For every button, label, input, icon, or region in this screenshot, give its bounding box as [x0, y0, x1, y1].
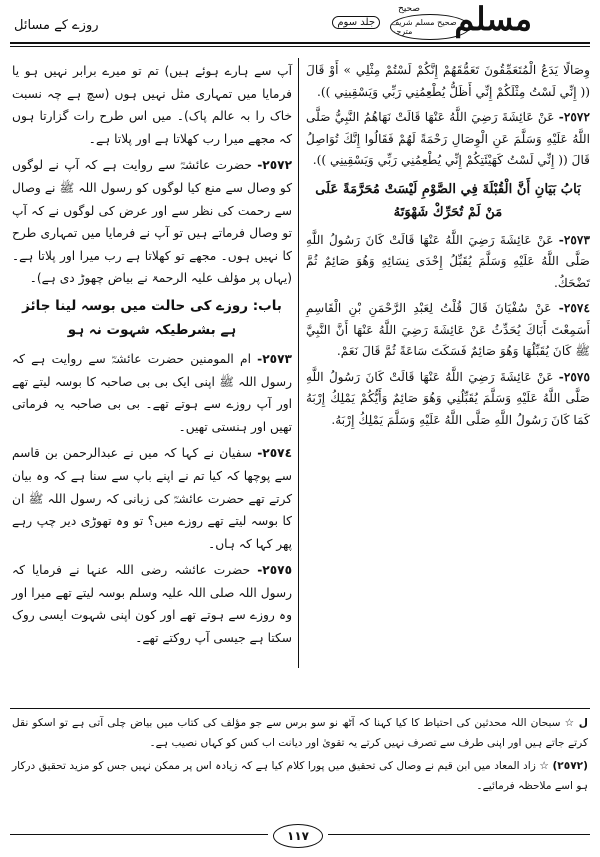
hadith-number: ٢٥٧٤-	[257, 446, 293, 461]
translation-text: ام المومنین حضرت عائشہؓ سے روایت ہے کہ رسول اللہ ﷺ اپنی ایک بی بی صاحبہ کا بوسہ لیتے تھے اور آپ روزے سے ہوتے تھے۔ بی بی صاحبہ یہ فرماتی تھیں اور ہنستی تھیں۔	[12, 351, 292, 434]
footnote-2	[12, 757, 588, 796]
bottom-rule-left	[10, 834, 268, 835]
translation-text: حضرت عائشہ رضی اللہ عنہا نے فرمایا کہ رسول اللہ صلی اللہ علیہ وسلم بوسہ لیتے تھے میرا اور وہ روزے سے ہوتے تھے اور کون اپنی شہوت ایسی روک سکتا ہے جیسی آپ روکتے تھے۔	[12, 563, 292, 646]
column-divider	[298, 58, 299, 668]
hadith-2574-arabic	[306, 298, 590, 363]
translation-2575	[12, 559, 292, 649]
hadith-2573-arabic	[306, 230, 590, 295]
footnote-marker: ل	[578, 717, 588, 729]
arabic-paragraph-continued: وِصَالًا يَدَعُ الْمُتَعَمِّقُونَ تَعَمُّقَهُمْ إِنَّكُمْ لَسْتُمْ مِثْلِي » أَوْ قَالَ (( إِنِّي لَسْتُ مِثْلَكُمْ إِنِّي أَظَلُّ يُطْعِمُنِي رَبِّي وَيَسْقِينِي )).	[306, 63, 590, 99]
hadith-text: عَنْ عَائِشَةَ رَضِيَ اللَّهُ عَنْهَا قَالَتْ كَانَ رَسُولُ اللَّهِ صَلَّى اللَّهُ عَلَيْهِ وَسَلَّمَ يُقَبِّلُ إِحْدَى نِسَائِهِ وَهُوَ صَائِمٌ ثُمَّ تَضْحَكُ.	[306, 232, 590, 290]
hadith-number: ٢٥٧٢-	[558, 110, 591, 124]
hadith-text: عَنْ سُفْيَانَ قَالَ قُلْتُ لِعَبْدِ الرَّحْمَنِ بْنِ الْقَاسِمِ أَسَمِعْتَ أَبَاكَ يُحَدِّثُ عَنْ عَائِشَةَ رَضِيَ اللَّهُ عَنْهَا أَنَّ النَّبِيَّ ﷺ كَانَ يُقَبِّلُهَا وَهُوَ صَائِمٌ فَسَكَتَ سَاعَةً ثُمَّ قَالَ نَعَمْ.	[306, 301, 590, 358]
hadith-2575-arabic	[306, 367, 590, 432]
footnote-text: ☆ زاد المعاد میں ابن قیم نے وصال کی تحقیق میں پورا کلام کیا ہے کہ زیادہ اس پر ممکن نہیں جس کو مزید تحقیق درکار ہو اسے ملاحظہ فرمائیے۔	[12, 760, 588, 792]
footnote-marker: (٢٥٧٢)	[552, 760, 588, 772]
translation-2574	[12, 442, 292, 555]
hadith-number: ٢٥٧٢-	[257, 158, 293, 173]
hadith-2572-arabic	[306, 107, 590, 172]
chapter-heading-arabic: بَابُ بَيَانِ أَنَّ الْقُبْلَةَ فِي الصَّوْمِ لَيْسَتْ مُحَرَّمَةً عَلَى مَنْ لَمْ تُحَرِّكْ شَهْوَتَهُ	[315, 181, 581, 220]
hadith-text: عَنْ عَائِشَةَ رَضِيَ اللَّهُ عَنْهَا قَالَتْ نَهَاهُمُ النَّبِيُّ صَلَّى اللَّهُ عَلَيْهِ وَسَلَّمَ عَنِ الْوِصَالِ رَحْمَةً لَهُمْ فَقَالُوا إِنَّكَ تُوَاصِلُ قَالَ (( إِنِّي لَسْتُ كَهَيْئَتِكُمْ إِنِّي يُطْعِمُنِي رَبِّي وَيَسْقِينِي )).	[306, 110, 590, 167]
translation-text: حضرت عائشہؓ سے روایت ہے کہ آپ نے لوگوں کو وصال سے منع کیا لوگوں کو رسول اللہ ﷺ نے وصال سے رحمت کی نظر سے اور عرض کی لوگوں نے کہ آپ تو وصال فرماتے ہیں تو آپ نے فرمایا میں تمہاری طرح کا نہیں ہوں۔ مجھے تو کھلاتا ہے رب میرا اور پلاتا ہے۔ (یہاں پر مؤلف علیہ الرحمۃ نے بیاض چھوڑ دی ہے)۔	[12, 158, 292, 286]
chapter-heading-urdu: باب: روزے کی حالت میں بوسہ لینا جائز ہے بشرطیکہ شہوت نہ ہو	[22, 297, 282, 338]
hadith-number: ٢٥٧٤-	[558, 301, 590, 315]
hadith-number: ٢٥٧٣-	[257, 351, 292, 366]
page-number: ١١٧	[273, 824, 323, 848]
brand-title: مسلم	[454, 0, 532, 38]
seal-text: صحیح مسلم شریف مترجم	[391, 18, 457, 36]
bottom-rule-right	[328, 834, 590, 835]
header-rule	[10, 42, 590, 44]
urdu-paragraph-continued: آپ سے ہارے ہوئے ہیں) تم تو میرے برابر نہیں ہو یا فرمایا میں تمہاری مثل نہیں ہوں (سچ ہے چہ نسبت خاک را بہ عالم پاک)۔ میں اس طرح رات گزارتا ہوں کہ مجھے میرا رب کھلاتا ہے اور پلاتا ہے۔	[12, 64, 292, 146]
urdu-column	[12, 60, 292, 654]
footnotes	[12, 714, 588, 800]
footnote-text: ☆ سبحان اللہ محدثین کی احتیاط کا کیا کہنا کہ آٹھ نو سو برس سے جو مؤلف کی کتاب میں بیاض چلی آتی ہے تو اسکو نقل کرتے جاتے ہیں اور اپنی طرف سے تصرف نہیں کرتے یہ تقویٰ اور دیانت اب کس کو کہاں نصیب ہے۔	[12, 717, 588, 749]
translation-text: سفیان نے کہا کہ میں نے عبدالرحمن بن قاسم سے پوچھا کہ کیا تم نے اپنے باپ سے سنا ہے کہ وہ بیان کرتے تھے حضرت عائشہؓ کی زبانی کہ رسول اللہ ﷺ ان کا بوسہ لیتے تھے روزے میں؟ تو وہ تھوڑی دیر چپ رہے پھر کہا کہ ہاں۔	[12, 446, 292, 551]
volume-label: جلد سوم	[332, 16, 380, 29]
footnote-1	[12, 714, 588, 753]
hadith-number: ٢٥٧٣-	[558, 232, 590, 247]
arabic-column	[306, 60, 590, 435]
hadith-number: ٢٥٧٥-	[558, 369, 590, 384]
hadith-number: ٢٥٧٥-	[257, 563, 293, 578]
translation-2573	[12, 348, 292, 438]
translation-2572	[12, 154, 292, 290]
footnote-rule	[10, 708, 590, 709]
hadith-text: عَنْ عَائِشَةَ رَضِيَ اللَّهُ عَنْهَا قَالَتْ كَانَ رَسُولُ اللَّهِ صَلَّى اللَّهُ عَلَيْهِ وَسَلَّمَ يُقَبِّلُنِي وَهُوَ صَائِمٌ وَأَيُّكُمْ يَمْلِكُ إِرْبَهُ كَمَا كَانَ رَسُولُ اللَّهِ صَلَّى اللَّهُ عَلَيْهِ وَسَلَّمَ يَمْلِكُ إِرْبَهُ.	[306, 369, 590, 427]
brand-prefix: صحیح	[398, 4, 420, 14]
section-title: روزے کے مسائل	[14, 18, 99, 33]
header-rule-thin	[10, 46, 590, 47]
